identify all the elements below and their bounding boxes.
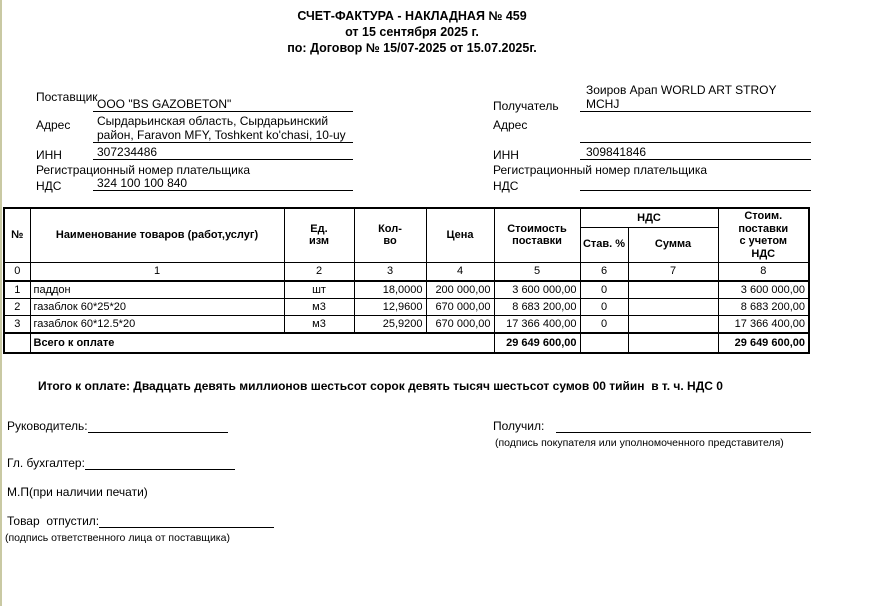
total-row-vat-sum-cell [628,333,718,353]
table-row [4,315,809,333]
released-sign-row [7,514,274,528]
cell-vat-rate: 0 [580,315,628,333]
supplier-vat-field [93,174,353,191]
total-row-cost: 29 649 600,00 [494,333,580,353]
supplier-label: Поставщик [36,90,98,104]
supplier-address-label: Адрес [36,118,71,132]
total-row-num-cell [4,333,30,353]
cell-num: 1 [4,281,30,299]
cell-num: 2 [4,298,30,315]
total-row [4,333,809,353]
cell-price: 670 000,00 [426,298,494,315]
title-block [0,8,824,56]
colnum-7: 7 [628,262,718,281]
colnum-1: 1 [30,262,284,281]
col-header-unit-l2: изм [308,235,330,248]
supplier-inn-label: ИНН [36,148,62,162]
supplier-vat: 324 100 100 840 [97,176,188,190]
cell-cost: 8 683 200,00 [494,298,580,315]
cell-cost: 3 600 000,00 [494,281,580,299]
cell-unit: м3 [284,298,354,315]
column-number-row [4,262,809,281]
director-label: Руководитель: [7,419,88,433]
col-header-total-l3: с учетом [739,235,788,248]
col-header-vat-rate: Став. % [580,227,628,262]
released-caption: (подпись ответственного лица от поставщика) [5,532,230,544]
colnum-6: 6 [580,262,628,281]
colnum-8: 8 [718,262,809,281]
director-sign-line [88,419,228,433]
page-edge-line [0,0,2,606]
cell-num: 3 [4,315,30,333]
receiver-address-field [580,113,811,143]
cell-vat-sum [628,281,718,299]
invoice-contract: по: Договор № 15/07-2025 от 15.07.2025г. [287,41,537,55]
col-header-unit [284,208,354,262]
cell-total: 8 683 200,00 [718,298,809,315]
total-row-vat-rate-cell [580,333,628,353]
cell-vat-sum [628,315,718,333]
released-sign-line [99,514,274,528]
colnum-2: 2 [284,262,354,281]
stamp-label: М.П(при наличии печати) [7,485,148,499]
col-header-price: Цена [426,208,494,262]
col-header-cost-l2: поставки [512,235,562,248]
col-header-qty [354,208,426,262]
col-header-total-l1: Стоим. [744,210,783,223]
supplier-name: ООО "BS GAZOBETON" [97,97,232,111]
supplier-address-field [93,113,353,143]
supplier-address-line1: Сырдарьинская область, Сырдарьинский [97,114,329,128]
receiver-reg-label: Регистрационный номер плательщика [493,163,708,177]
total-row-label: Всего к оплате [30,333,494,353]
accountant-sign-line [85,456,235,470]
cell-name: паддон [30,281,284,299]
received-sign-row [493,419,811,433]
col-header-qty-l2: во [383,235,397,248]
cell-qty: 25,9200 [354,315,426,333]
cell-cost: 17 366 400,00 [494,315,580,333]
col-header-cost [494,208,580,262]
released-label: Товар отпустил: [7,514,100,528]
cell-name: газаблок 60*25*20 [30,298,284,315]
colnum-4: 4 [426,262,494,281]
table-row [4,298,809,315]
received-label: Получил: [493,419,545,433]
table-row [4,281,809,299]
receiver-inn-field [580,144,811,160]
cell-unit: шт [284,281,354,299]
col-header-total [718,208,809,262]
col-header-vat-sum: Сумма [628,227,718,262]
col-header-qty-l1: Кол- [378,222,402,235]
supplier-inn: 307234486 [97,145,158,159]
supplier-vat-label: НДС [36,179,62,193]
col-header-num: № [4,208,30,262]
cell-price: 670 000,00 [426,315,494,333]
receiver-address-label: Адрес [493,118,528,132]
cell-price: 200 000,00 [426,281,494,299]
col-header-total-l4: НДС [751,247,776,260]
col-header-cost-l1: Стоимость [507,222,567,235]
total-in-words: Итого к оплате: Двадцать девять миллионов шестьсот сорок девять тысяч шестьсот сумов 00 тийин в т. ч. НДС 0 [38,379,723,393]
stamp-row [7,485,148,499]
supplier-name-field [93,92,353,112]
accountant-sign-row [7,456,235,470]
receiver-label: Получатель [493,99,559,113]
invoice-title: СЧЕТ-ФАКТУРА - НАКЛАДНАЯ № 459 [297,9,527,23]
director-sign-row [7,419,228,433]
colnum-3: 3 [354,262,426,281]
supplier-inn-field [93,144,353,160]
cell-name: газаблок 60*12.5*20 [30,315,284,333]
received-sign-line [556,419,811,433]
receiver-name-line2: MCHJ [586,97,620,111]
receiver-name-line1: Зоиров Арап WORLD ART STROY [586,83,777,97]
col-header-name: Наименование товаров (работ,услуг) [30,208,284,262]
cell-total: 17 366 400,00 [718,315,809,333]
colnum-0: 0 [4,262,30,281]
items-table [3,207,810,354]
received-caption: (подпись покупателя или уполномоченного представителя) [495,437,784,449]
receiver-vat-field [580,174,811,191]
receiver-vat-label: НДС [493,179,519,193]
cell-vat-rate: 0 [580,281,628,299]
accountant-label: Гл. бухгалтер: [7,456,85,470]
invoice-date: от 15 сентября 2025 г. [345,25,479,39]
cell-total: 3 600 000,00 [718,281,809,299]
receiver-name-field [580,97,811,112]
cell-qty: 18,0000 [354,281,426,299]
cell-vat-rate: 0 [580,298,628,315]
col-header-vat-group: НДС [580,208,718,227]
col-header-unit-l1: Ед. [310,222,328,235]
receiver-inn: 309841846 [586,145,647,159]
total-row-total: 29 649 600,00 [718,333,809,353]
cell-vat-sum [628,298,718,315]
cell-qty: 12,9600 [354,298,426,315]
col-header-total-l2: поставки [738,222,789,235]
cell-unit: м3 [284,315,354,333]
supplier-address-line2: район, Faravon MFY, Toshkent ko'chasi, 10-uy [97,128,346,142]
receiver-inn-label: ИНН [493,148,519,162]
colnum-5: 5 [494,262,580,281]
supplier-reg-label: Регистрационный номер плательщика [36,163,251,177]
